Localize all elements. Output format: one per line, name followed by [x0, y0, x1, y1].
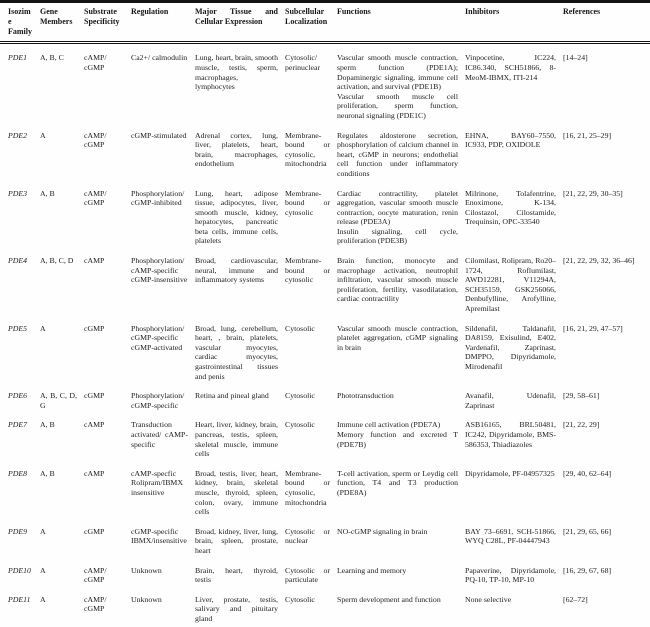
function-paragraph: Vascular smooth muscle cell proliferation, sperm function, neuronal signaling (PDE1C) [337, 91, 458, 120]
cell-regulation: Unknown [131, 594, 162, 604]
table-header [0, 2, 650, 43]
function-paragraph: Regulates aldosterone secretion, phosphorylation of calcium channel in heart, cGMP in neurons; endothelial cell function under inflammatory conditions [337, 130, 458, 178]
cell-family: PDE6 [8, 391, 28, 401]
column-header-substrate: Substrate Specificity [84, 2, 131, 43]
cell-gene_members: A [40, 565, 46, 575]
cell-localization: Membrane-bound or cytosolic, mitochondria [285, 130, 330, 169]
cell-inhibitors: Avanafil, Udenafil, Zaprinast [465, 391, 556, 410]
cell-regulation: Unknown [131, 565, 162, 575]
cell-gene_members: A, B, C [40, 53, 64, 63]
cell-family: PDE2 [8, 130, 28, 140]
cell-regulation: Phosphorylation/ cGMP-specific [131, 391, 185, 410]
cell-substrate: cAMP/ cGMP [84, 188, 107, 208]
column-header-family: Isozime Family [0, 2, 40, 43]
cell-inhibitors: Vinpocetine, IC224, IC86.340, SCH51866, 8-MeoM-IBMX, ITI-214 [465, 53, 556, 82]
cell-family: PDE3 [8, 188, 28, 198]
function-paragraph: Phototransduction [337, 391, 394, 401]
cell-references: [29, 40, 62–64] [563, 468, 612, 478]
cell-family: PDE9 [8, 526, 28, 536]
cell-functions [337, 460, 465, 518]
function-paragraph: Brain function, monocyte and macrophage activation, neutrophil infiltration, vascular smooth muscle proliferation, fertility, vasodilatation, cardiac contractility [337, 256, 458, 304]
cell-localization: Membrane-bound or cytosolic, mitochondria [285, 468, 330, 507]
function-paragraph: Cardiac contractility, platelet aggregation, vascular smooth muscle contraction, oocyte maturation, renin release (PDE3A) [337, 188, 458, 227]
function-paragraph: Memory function and excreted T (PDE7B) [337, 429, 458, 449]
cell-tissue: Broad, testis, liver, heart, kidney, brain, skeletal muscle, thyroid, spleen, colon, ovary, immune cells [195, 468, 278, 517]
cell-substrate: cAMP/ cGMP [84, 565, 107, 585]
table-row-pde2 [0, 122, 650, 180]
table-row-pde4 [0, 247, 650, 315]
cell-functions [337, 122, 465, 180]
cell-substrate: cAMP [84, 468, 105, 478]
column-header-references: References [563, 2, 650, 43]
function-paragraph: Vascular smooth muscle contraction, sperm function (PDE1A); Dopaminergic signaling, immune cell activation, and survival (PDE1B) [337, 53, 458, 92]
table-row-pde7 [0, 411, 650, 459]
cell-references: [16, 21, 25–29] [563, 130, 612, 140]
cell-gene_members: A, B [40, 188, 55, 198]
cell-localization: Cytosolic [285, 323, 315, 333]
cell-family: PDE5 [8, 323, 28, 333]
function-paragraph: NO-cGMP signaling in brain [337, 526, 428, 536]
table-row-pde1 [0, 43, 650, 122]
cell-localization: Cytosolic [285, 594, 315, 604]
function-paragraph: Vascular smooth muscle contraction, platelet aggregation, cGMP signaling in brain [337, 323, 458, 352]
cell-family: PDE1 [8, 53, 28, 63]
cell-gene_members: A, B, C, D [40, 256, 74, 266]
cell-functions [337, 315, 465, 383]
cell-localization: Cytosolic [285, 391, 315, 401]
cell-functions [337, 247, 465, 315]
cell-family: PDE10 [8, 565, 31, 575]
table-row-pde3 [0, 180, 650, 248]
cell-inhibitors: None selective [465, 594, 512, 604]
cell-substrate: cAMP [84, 420, 105, 430]
column-header-regulation: Regulation [131, 2, 195, 43]
cell-functions [337, 411, 465, 459]
cell-functions [337, 557, 465, 586]
cell-localization: Membrane-bound or cytosolic [285, 256, 330, 285]
cell-regulation: Transduction activated/ cAMP-specific [131, 420, 188, 449]
cell-references: [16, 21, 29, 47–57] [563, 323, 623, 333]
table-row-pde9 [0, 518, 650, 557]
cell-tissue: Liver, prostate, testis, salivary and pituitary gland [195, 594, 278, 623]
table-row-pde11 [0, 586, 650, 627]
cell-inhibitors: ASB16165, BRL50481, IC242, Dipyridamole, BMS-586353, Thiadiazoles [465, 420, 556, 449]
table-body [0, 43, 650, 627]
cell-inhibitors: Cilomilast, Rolipram, Ro20–1724, Roflumilast, AWD12281, V11294A, SCH35159, GSK256066, Denbufylline, Arofylline, Apremilast [465, 256, 556, 314]
cell-functions [337, 382, 465, 411]
cell-references: [21, 22, 29, 30–35] [563, 188, 623, 198]
cell-regulation: Phosphorylation/ cAMP-specific cGMP-insensitive [131, 256, 188, 285]
cell-tissue: Lung, heart, adipose tissue, adipocytes, liver, smooth muscle, kidney, hepatocytes, pancreatic beta cells, immune cells, platelets [195, 188, 278, 246]
column-header-tissue: Major Tissue and Cellular Expression [195, 2, 285, 43]
cell-functions [337, 43, 465, 122]
cell-substrate: cAMP [84, 256, 105, 266]
column-header-functions: Functions [337, 2, 465, 43]
cell-tissue: Broad, cardiovascular, neural, immune and inflammatory systems [195, 256, 278, 285]
cell-gene_members: A [40, 526, 46, 536]
function-paragraph: Insulin signaling, cell cycle, proliferation (PDE3B) [337, 226, 458, 246]
cell-references: [14–24] [563, 53, 588, 63]
cell-localization: Cytosolic [285, 420, 315, 430]
cell-gene_members: A, B [40, 420, 55, 430]
cell-substrate: cAMP/ cGMP [84, 594, 107, 614]
cell-family: PDE8 [8, 468, 28, 478]
cell-tissue: Adrenal cortex, lung, liver, platelets, heart, brain, macrophages, endothelium [195, 130, 278, 169]
cell-family: PDE4 [8, 256, 28, 266]
cell-functions [337, 180, 465, 248]
cell-localization: Cytosolic or nuclear [285, 526, 330, 546]
cell-regulation: cGMP-specific IBMX/insensitive [131, 526, 187, 546]
cell-substrate: cGMP [84, 391, 105, 401]
cell-references: [21, 22, 29, 32, 36–46] [563, 256, 635, 266]
column-header-inhibitors: Inhibitors [465, 2, 563, 43]
cell-regulation: Ca2+/ calmodulin [131, 53, 188, 63]
cell-regulation: cGMP-stimulated [131, 130, 187, 140]
cell-localization: Cytosolic or particulate [285, 565, 330, 585]
cell-substrate: cGMP [84, 323, 105, 333]
table-row-pde8 [0, 460, 650, 518]
cell-family: PDE7 [8, 420, 28, 430]
column-header-localization: Subcellular Localization [285, 2, 337, 43]
cell-references: [21, 22, 29] [563, 420, 600, 430]
table-row-pde10 [0, 557, 650, 586]
cell-localization: Cytosolic/ perinuclear [285, 53, 321, 72]
table-row-pde5 [0, 315, 650, 383]
cell-gene_members: A, B, C, D, G [40, 391, 77, 410]
cell-tissue: Lung, heart, brain, smooth muscle, testis, sperm, macrophages, lymphocytes [195, 53, 278, 92]
cell-references: [62–72] [563, 594, 588, 604]
cell-inhibitors: Dipyridamole, PF-04957325 [465, 468, 555, 478]
cell-references: [16, 29, 67, 68] [563, 565, 612, 575]
cell-gene_members: A, B [40, 468, 55, 478]
cell-tissue: Heart, liver, kidney, brain, pancreas, testis, spleen, skeletal muscle, immune cells [195, 420, 278, 459]
function-paragraph: Sperm development and function [337, 594, 441, 604]
cell-substrate: cAMP/ cGMP [84, 53, 107, 72]
cell-regulation: cAMP-specfic Rolipram/IBMX insensitive [131, 468, 183, 497]
cell-inhibitors: Papaverine, Dipyridamole, PQ-10, TP-10, MP-10 [465, 565, 556, 585]
cell-functions [337, 586, 465, 627]
table-row-pde6 [0, 382, 650, 411]
cell-tissue: Broad, kidney, liver, lung, brain, spleen, prostate, heart [195, 526, 278, 555]
cell-substrate: cAMP/ cGMP [84, 130, 107, 150]
function-paragraph: Learning and memory [337, 565, 407, 575]
cell-gene_members: A [40, 594, 46, 604]
cell-localization: Membrane-bound or cytosolic [285, 188, 330, 217]
table-header-row [0, 2, 650, 43]
cell-tissue: Brain, heart, thyroid, testis [195, 565, 278, 585]
column-header-gene_members: Gene Members [40, 2, 84, 43]
cell-family: PDE11 [8, 594, 31, 604]
cell-gene_members: A [40, 323, 46, 333]
function-paragraph: T-cell activation, sperm or Leydig cell function, T4 and T3 production (PDE8A) [337, 468, 458, 497]
function-paragraph: Immune cell activation (PDE7A) [337, 420, 441, 430]
cell-substrate: cGMP [84, 526, 105, 536]
cell-regulation: Phosphorylation/ cGMP-specific cGMP-activated [131, 323, 185, 352]
cell-references: [21, 29, 65, 66] [563, 526, 612, 536]
cell-inhibitors: Sildenafil, Taldanafil, DA8159, Exisulind, E402, Vardenafil, Zaprinast, DMPPO, Dipyridamole, Mirodenafil [465, 323, 556, 372]
cell-regulation: Phosphorylation/ cGMP-inhibited [131, 188, 185, 208]
cell-inhibitors: BAY 73–6691, SCH-51866, WYQ C28L, PF-04447943 [465, 526, 556, 546]
cell-tissue: Broad, lung, cerebellum, heart, , brain, platelets, vascular myocytes, cardiac myocytes, gastrointestinal tissues and penis [195, 323, 278, 381]
cell-inhibitors: Milrinone, Tolafentrine, Enoximone, K-134, Cilostazol, Cilostamide, Trequinsin, OPC-33540 [465, 188, 556, 227]
cell-references: [29, 58–61] [563, 391, 600, 401]
cell-tissue: Retina and pineal gland [195, 391, 269, 401]
cell-functions [337, 518, 465, 557]
cell-inhibitors: EHNA, BAY60–7550, IC933, PDP, OXIDOLE [465, 130, 556, 150]
cell-gene_members: A [40, 130, 46, 140]
